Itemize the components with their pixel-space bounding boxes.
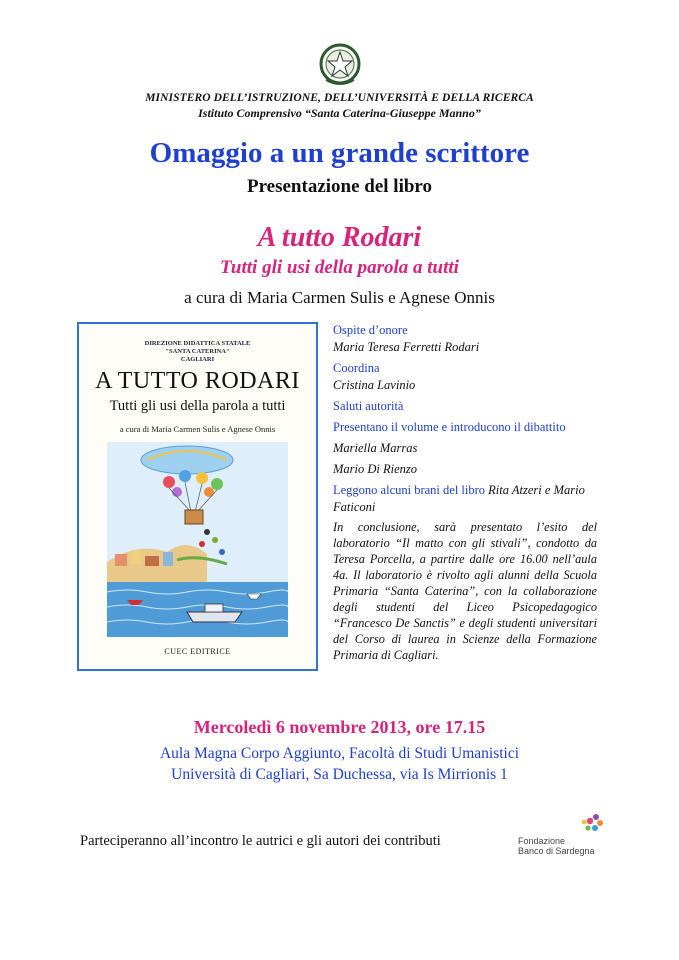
- event-venue: Aula Magna Corpo Aggiunto, Facoltà di Studi Umanistici: [159, 745, 520, 762]
- cover-title: A TUTTO RODARI: [95, 368, 300, 394]
- presenters-label: Presentano il volume e introducono il dibattito: [333, 420, 566, 434]
- ministry-name: MINISTERO DELL’ISTRUZIONE, DELL’UNIVERSITÀ E DELLA RICERCA: [145, 92, 534, 104]
- book-subtitle: Tutti gli usi della parola a tutti: [220, 257, 459, 278]
- readers-line: [333, 482, 597, 516]
- participants-note: Parteciperanno all’incontro le autrici e gli autori dei contributi: [80, 833, 441, 849]
- cover-editors: a cura di Maria Carmen Sulis e Agnese Onnis: [119, 424, 276, 434]
- institute-name: Istituto Comprensivo “Santa Caterina-Giuseppe Manno”: [198, 106, 481, 120]
- greetings-label: Saluti autorità: [333, 399, 404, 413]
- republic-emblem-icon: [318, 42, 362, 88]
- presenter-name: Mariella Marras: [333, 441, 418, 455]
- cover-school: DIREZIONE DIDATTICA STATALE "SANTA CATERINA" CAGLIARI: [144, 340, 251, 363]
- workshop-description: In conclusione, sarà presentato l’esito del laboratorio “Il matto con gli stivali”, condotto da Teresa Porcella, a partire dalle ore 16.00 nell’aula 4a. Il laboratorio è rivolto agli alunni della Scuola Primaria “Santa Caterina”, con la collaborazione degli studenti del Liceo Psicopedagogico “Francesco De Sanctis” e degli studenti universitari del Corso di laurea in Scienze della Formazione Primaria di Cagliari.: [333, 520, 597, 662]
- event-program: [333, 322, 597, 663]
- guest-name: Maria Teresa Ferretti Rodari: [333, 340, 480, 354]
- cover-subtitle: Tutti gli usi della parola a tutti: [109, 398, 286, 414]
- readers-conjunction: e: [541, 483, 551, 497]
- reader-name: Mario Faticoni: [333, 483, 585, 514]
- cover-publisher: CUEC EDITRICE: [164, 647, 231, 656]
- cover-illustration-icon: [107, 442, 288, 637]
- event-date: Mercoledì 6 novembre 2013, ore 17.15: [193, 717, 486, 737]
- moderator-label: Coordina: [333, 361, 380, 375]
- book-cover: [77, 322, 318, 671]
- guest-label: Ospite d’onore: [333, 323, 408, 337]
- sponsor-mark-icon: [518, 810, 608, 836]
- page-title: Omaggio a un grande scrittore: [149, 137, 530, 169]
- reader-name: Rita Atzeri: [488, 483, 542, 497]
- readers-label: Leggono alcuni brani del libro: [333, 483, 486, 497]
- sponsor-name: Fondazione Banco di Sardegna: [518, 836, 595, 856]
- moderator-name: Cristina Lavinio: [333, 378, 416, 392]
- book-curators: a cura di Maria Carmen Sulis e Agnese Onnis: [184, 288, 495, 307]
- page-subtitle: Presentazione del libro: [246, 176, 433, 197]
- book-title: A tutto Rodari: [257, 222, 422, 253]
- presenter-name: Mario Di Rienzo: [333, 462, 418, 476]
- sponsor-logo: [518, 810, 608, 860]
- event-address: Università di Cagliari, Sa Duchessa, via Is Mirrionis 1: [171, 766, 508, 783]
